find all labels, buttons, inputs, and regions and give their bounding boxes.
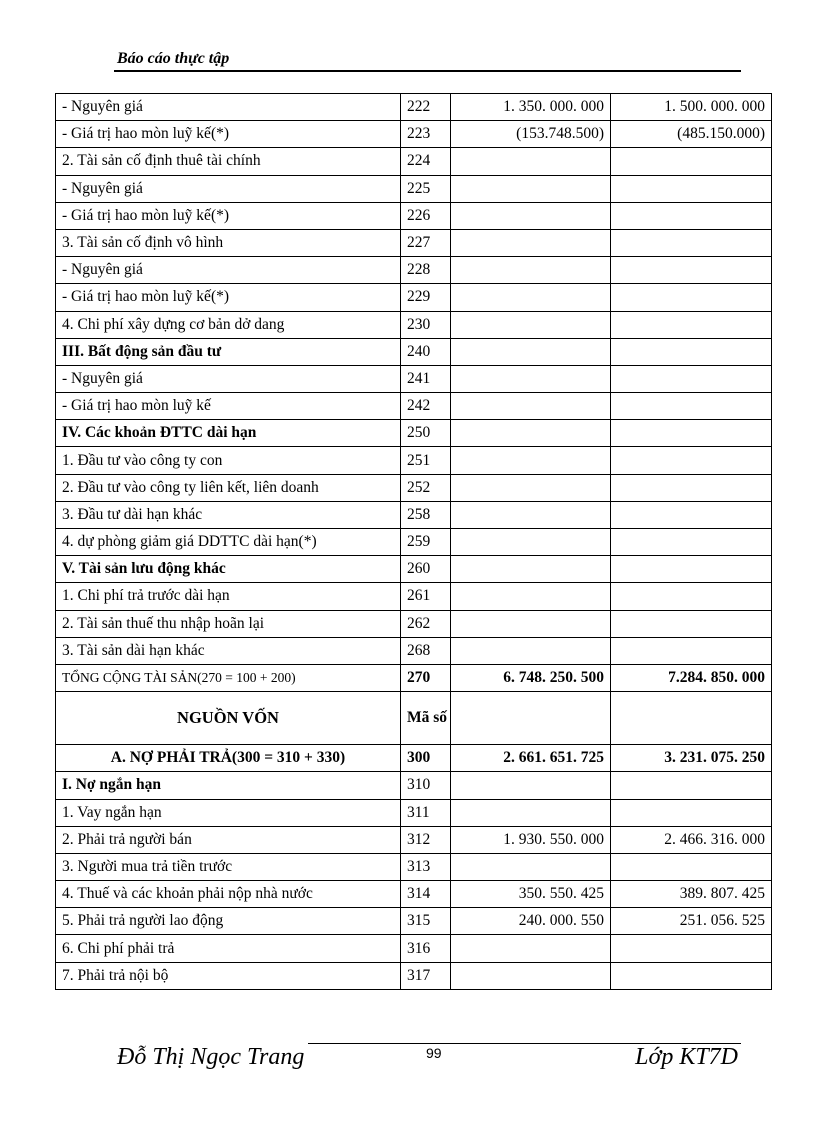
row-value-1 [451,583,611,610]
row-label: - Nguyên giá [56,94,401,121]
row-label: - Nguyên giá [56,175,401,202]
row-value-2: (485.150.000) [611,121,772,148]
table-row [56,826,772,853]
row-code: 314 [401,881,451,908]
table-row [56,447,772,474]
row-value-1: 240. 000. 550 [451,908,611,935]
row-value-1 [451,853,611,880]
table-row [56,257,772,284]
table-row [56,365,772,392]
table-row [56,501,772,528]
row-value-2 [611,202,772,229]
row-label: - Giá trị hao mòn luỹ kế(*) [56,121,401,148]
row-value-1 [451,365,611,392]
row-code: 229 [401,284,451,311]
row-code: 226 [401,202,451,229]
row-value-1: (153.748.500) [451,121,611,148]
report-header-title: Báo cáo thực tập [117,50,230,67]
row-value-1 [451,202,611,229]
table-row [56,637,772,664]
row-value-2 [611,501,772,528]
row-value-1 [451,935,611,962]
table-row [56,202,772,229]
row-value-2 [611,365,772,392]
table-row [56,583,772,610]
row-label: 1. Vay ngắn hạn [56,799,401,826]
row-value-2 [611,474,772,501]
total-assets-label: TỔNG CỘNG TÀI SẢN(270 = 100 + 200) [56,664,401,691]
row-code: 230 [401,311,451,338]
table-row [56,799,772,826]
row-label: 3. Người mua trả tiền trước [56,853,401,880]
row-value-1 [451,610,611,637]
row-value-2: 7.284. 850. 000 [611,664,772,691]
row-label: 2. Đầu tư vào công ty liên kết, liên doanh [56,474,401,501]
section-row [56,772,772,799]
row-value-1 [451,799,611,826]
row-value-2 [611,311,772,338]
row-label: 2. Phải trả người bán [56,826,401,853]
row-label: 6. Chi phí phải trả [56,935,401,962]
row-value-1 [451,962,611,989]
table-row [56,935,772,962]
row-code: 261 [401,583,451,610]
row-code: 312 [401,826,451,853]
row-value-2 [611,338,772,365]
row-value-2 [611,962,772,989]
row-value-2 [611,772,772,799]
section-label: V. Tài sản lưu động khác [56,556,401,583]
row-value-1 [451,529,611,556]
row-label: 5. Phải trả người lao động [56,908,401,935]
row-value-2: 2. 466. 316. 000 [611,826,772,853]
row-code: 316 [401,935,451,962]
footer-author: Đỗ Thị Ngọc Trang [117,1044,305,1070]
row-value-1: 2. 661. 651. 725 [451,745,611,772]
row-value-2 [611,393,772,420]
table-row [56,529,772,556]
table-row [56,610,772,637]
table-row [56,853,772,880]
row-label: - Giá trị hao mòn luỹ kế(*) [56,202,401,229]
table-row [56,881,772,908]
row-label: - Giá trị hao mòn luỹ kế [56,393,401,420]
row-value-1 [451,393,611,420]
row-value-1 [451,175,611,202]
row-code: 252 [401,474,451,501]
row-label: 2. Tài sản cố định thuê tài chính [56,148,401,175]
row-code: 260 [401,556,451,583]
row-label: 4. Thuế và các khoản phải nộp nhà nước [56,881,401,908]
empty-cell [611,692,772,745]
row-code: 240 [401,338,451,365]
row-code: 300 [401,745,451,772]
table-row [56,229,772,256]
row-code: 310 [401,772,451,799]
empty-cell [451,692,611,745]
row-value-1 [451,338,611,365]
liabilities-total-row [56,745,772,772]
code-column-header: Mã số [401,692,451,745]
row-code: 262 [401,610,451,637]
row-value-2 [611,529,772,556]
row-label: 3. Tài sản cố định vô hình [56,229,401,256]
row-code: 241 [401,365,451,392]
row-value-2: 251. 056. 525 [611,908,772,935]
row-value-2 [611,610,772,637]
row-value-1 [451,501,611,528]
row-value-2 [611,284,772,311]
row-code: 227 [401,229,451,256]
row-code: 259 [401,529,451,556]
row-value-2 [611,935,772,962]
page-number: 99 [426,1045,442,1061]
row-label: - Nguyên giá [56,257,401,284]
table-row [56,284,772,311]
row-label: 2. Tài sản thuế thu nhập hoãn lại [56,610,401,637]
row-value-2 [611,229,772,256]
row-code: 224 [401,148,451,175]
row-label: 7. Phải trả nội bộ [56,962,401,989]
table-row [56,121,772,148]
row-code: 225 [401,175,451,202]
row-code: 223 [401,121,451,148]
row-value-2: 389. 807. 425 [611,881,772,908]
row-label: - Nguyên giá [56,365,401,392]
row-value-1 [451,637,611,664]
header-divider [114,70,741,72]
row-code: 228 [401,257,451,284]
row-value-2 [611,257,772,284]
row-value-2 [611,799,772,826]
row-label: - Giá trị hao mòn luỹ kế(*) [56,284,401,311]
section-row [56,338,772,365]
table-row [56,962,772,989]
row-value-2 [611,853,772,880]
row-value-1 [451,556,611,583]
row-value-2: 3. 231. 075. 250 [611,745,772,772]
table-row [56,148,772,175]
row-value-1: 1. 350. 000. 000 [451,94,611,121]
row-value-1: 350. 550. 425 [451,881,611,908]
row-value-2 [611,583,772,610]
table-row [56,393,772,420]
row-code: 242 [401,393,451,420]
row-value-1 [451,148,611,175]
row-code: 313 [401,853,451,880]
row-code: 268 [401,637,451,664]
row-code: 222 [401,94,451,121]
section-label: IV. Các khoản ĐTTC dài hạn [56,420,401,447]
row-value-1 [451,229,611,256]
table-row [56,175,772,202]
row-label: 3. Tài sản dài hạn khác [56,637,401,664]
row-value-1 [451,257,611,284]
row-label: 1. Chi phí trả trước dài hạn [56,583,401,610]
section-label: I. Nợ ngắn hạn [56,772,401,799]
table-row [56,311,772,338]
row-value-1: 1. 930. 550. 000 [451,826,611,853]
total-assets-row [56,664,772,691]
row-value-2 [611,556,772,583]
section-label: III. Bất động sản đầu tư [56,338,401,365]
row-value-2 [611,175,772,202]
row-label: 1. Đầu tư vào công ty con [56,447,401,474]
row-code: 270 [401,664,451,691]
capital-section-header [56,692,772,745]
row-code: 317 [401,962,451,989]
table-row [56,474,772,501]
row-code: 258 [401,501,451,528]
table-row [56,94,772,121]
row-value-2 [611,148,772,175]
footer-class-name: Lớp KT7D [635,1044,738,1070]
capital-section-title: NGUỒN VỐN [56,692,401,745]
table-row [56,908,772,935]
row-value-2: 1. 500. 000. 000 [611,94,772,121]
balance-sheet-table [55,93,772,990]
row-code: 250 [401,420,451,447]
row-value-2 [611,447,772,474]
row-value-1 [451,284,611,311]
section-row [56,420,772,447]
row-value-2 [611,637,772,664]
section-row [56,556,772,583]
row-code: 251 [401,447,451,474]
row-label: 3. Đầu tư dài hạn khác [56,501,401,528]
row-value-1 [451,474,611,501]
row-code: 311 [401,799,451,826]
liabilities-total-label: A. NỢ PHẢI TRẢ(300 = 310 + 330) [56,745,401,772]
row-label: 4. Chi phí xây dựng cơ bản dở dang [56,311,401,338]
row-value-1 [451,311,611,338]
row-value-1 [451,420,611,447]
row-value-1: 6. 748. 250. 500 [451,664,611,691]
row-value-1 [451,772,611,799]
row-value-1 [451,447,611,474]
row-label: 4. dự phòng giảm giá DDTTC dài hạn(*) [56,529,401,556]
row-value-2 [611,420,772,447]
row-code: 315 [401,908,451,935]
